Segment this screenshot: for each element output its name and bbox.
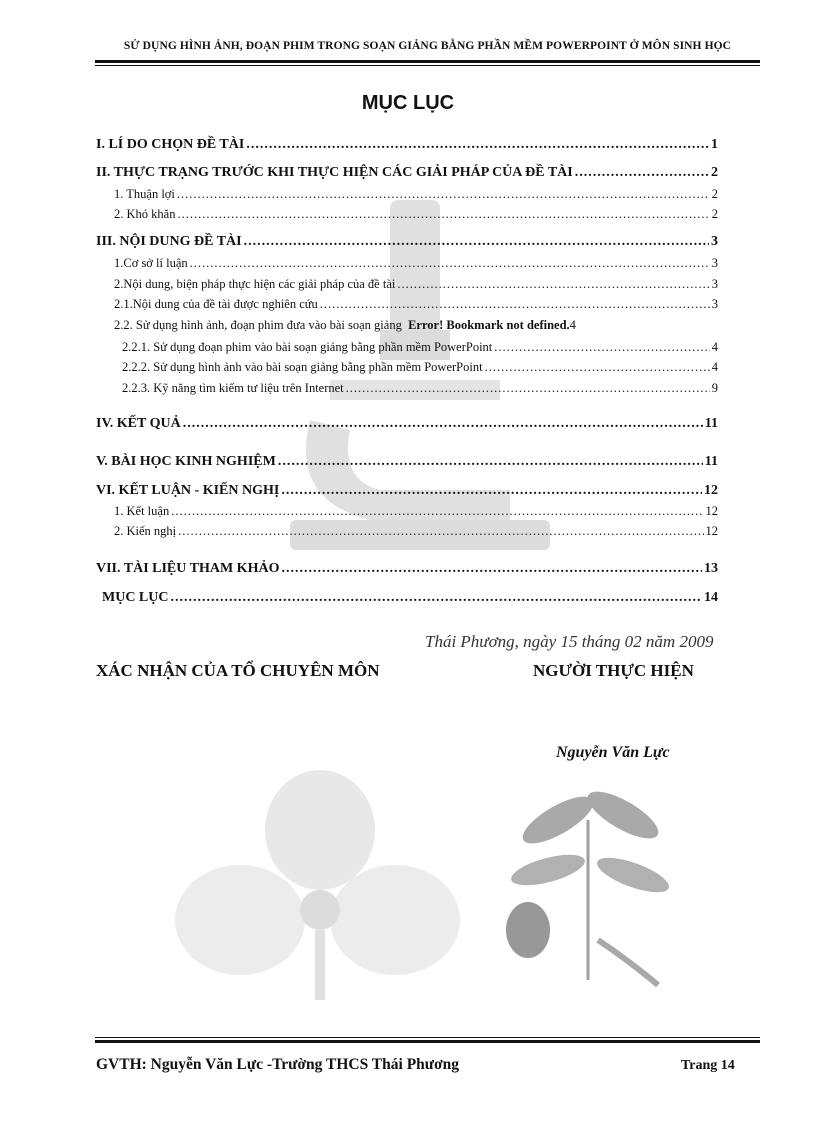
toc-entry[interactable]: 2.2.3. Kỹ năng tìm kiếm tư liệu trên Internet ..... 9 <box>122 381 718 396</box>
footer-rule-thick <box>95 1040 760 1043</box>
toc-entry[interactable]: IV. KẾT QUẢ ..... 11 <box>96 416 718 432</box>
signing-date: Thái Phương, ngày 15 tháng 02 năm 2009 <box>425 632 714 651</box>
flower-watermark-illustration <box>170 770 470 1000</box>
document-header: SỬ DỤNG HÌNH ẢNH, ĐOẠN PHIM TRONG SOẠN GIẢNG BẰNG PHẦN MỀM POWERPOINT Ở MÔN SINH HỌC <box>123 40 732 52</box>
footer-author: GVTH: Nguyễn Văn Lực -Trường THCS Thái Phương <box>96 1056 460 1073</box>
signer-name: Nguyễn Văn Lực <box>556 744 670 761</box>
toc-entry[interactable]: I. LÍ DO CHỌN ĐỀ TÀI ..... 1 <box>96 137 718 153</box>
toc-entry[interactable]: MỤC LỤC ..... 14 <box>102 590 718 606</box>
toc-entry[interactable]: 1. Thuận lợi ..... 2 <box>114 187 718 202</box>
toc-entry[interactable]: 2.2.2. Sử dụng hình ảnh vào bài soạn giảng bằng phần mềm PowerPoint ..... 4 <box>122 360 718 375</box>
toc-entry[interactable]: 2.Nội dung, biện pháp thực hiện các giải pháp của đề tài ..... 3 <box>114 277 718 292</box>
header-rule-thin <box>95 65 760 66</box>
toc-entry[interactable]: VII. TÀI LIỆU THAM KHẢO ..... 13 <box>96 561 718 577</box>
author-title: NGƯỜI THỰC HIỆN <box>533 661 694 680</box>
toc-entry[interactable]: V. BÀI HỌC KINH NGHIỆM ..... 11 <box>96 454 718 470</box>
toc-entry[interactable]: 1. Kết luận ..... 12 <box>114 504 718 519</box>
bookmark-error-text: Error! Bookmark not defined. <box>408 318 570 332</box>
toc-entry[interactable]: III. NỘI DUNG ĐỀ TÀI ..... 3 <box>96 234 718 250</box>
toc-entry[interactable]: 2. Kiến nghị ..... 12 <box>114 524 718 539</box>
toc-entry[interactable]: 2.2.1. Sử dụng đoạn phim vào bài soạn giảng bằng phần mềm PowerPoint ..... 4 <box>122 340 718 355</box>
footer-rule-thin <box>95 1037 760 1038</box>
toc-entry[interactable]: 2.1.Nội dung của đề tài được nghiên cứu ..... 3 <box>114 297 718 312</box>
toc-entry[interactable]: II. THỰC TRẠNG TRƯỚC KHI THỰC HIỆN CÁC GIẢI PHÁP CỦA ĐỀ TÀI ..... 2 <box>96 165 718 181</box>
page-number: Trang 14 <box>681 1058 735 1073</box>
toc-entry[interactable]: 1.Cơ sở lí luận ..... 3 <box>114 256 718 271</box>
toc-entry[interactable]: 2. Khó khăn ..... 2 <box>114 207 718 222</box>
header-rule-thick <box>95 60 760 63</box>
toc-entry[interactable]: VI. KẾT LUẬN - KIẾN NGHỊ ..... 12 <box>96 483 718 499</box>
plant-illustration <box>488 760 688 990</box>
department-confirmation-title: XÁC NHẬN CỦA TỔ CHUYÊN MÔN <box>96 661 380 680</box>
toc-entry[interactable]: 2.2. Sử dụng hình ảnh, đoạn phim đưa vào bài soạn giảng Error! Bookmark not defined. 4 <box>114 318 576 332</box>
page-title: MỤC LỤC <box>361 92 455 114</box>
